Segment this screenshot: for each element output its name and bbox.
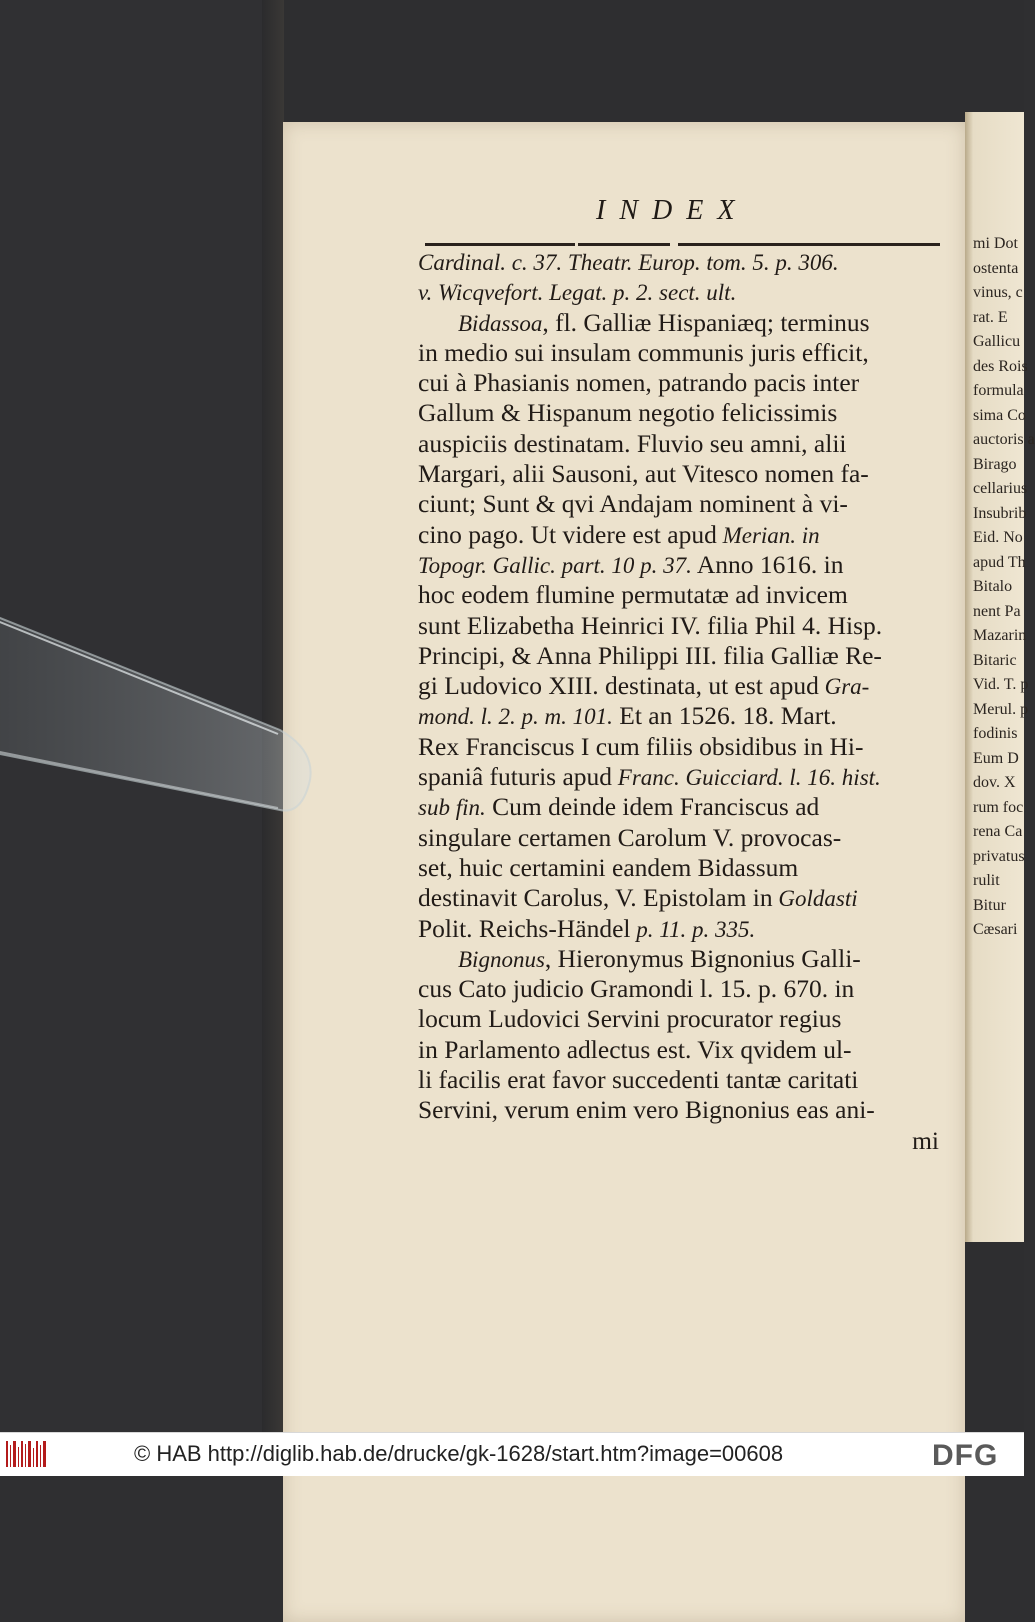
heading-rule-middle xyxy=(578,243,670,246)
adjacent-fragment: Vid. T. p xyxy=(973,676,1029,693)
dfg-logo: DFG xyxy=(932,1439,999,1472)
text-span: , Hieronymus Bignonius Galli- xyxy=(544,943,861,973)
text-span: Anno 1616. in xyxy=(691,549,844,579)
text-span: , fl. Galliæ Hispaniæq; terminus xyxy=(542,307,870,337)
italic-span: v. Wicqvefort. Legat. p. 2. sect. ult. xyxy=(418,280,737,306)
footer-bar xyxy=(0,1432,1024,1476)
text-line xyxy=(418,944,953,974)
adjacent-fragment: Merul. p xyxy=(973,700,1029,718)
page-heading: INDEX xyxy=(596,195,749,226)
text-line xyxy=(418,914,953,944)
text-line xyxy=(418,883,953,913)
adjacent-fragment: sima Co xyxy=(973,406,1026,424)
text-span: cino pago. Ut videre est apud xyxy=(418,519,717,549)
text-line xyxy=(418,792,953,822)
adjacent-fragment: Gallicu xyxy=(973,333,1021,350)
adjacent-fragment: Mazarin xyxy=(973,627,1027,644)
italic-span: mond. l. 2. p. m. 101. xyxy=(418,704,613,730)
text-span: gi Ludovico XIII. destinata, ut est apud xyxy=(418,671,819,701)
italic-span: Bidassoa xyxy=(458,310,543,336)
text-span: li facilis erat favor succedenti tantæ caritati xyxy=(418,1065,859,1095)
text-span: cui à Phasianis nomen, patrando pacis inter xyxy=(418,368,860,398)
text-span: locum Ludovici Servini procurator regius xyxy=(418,1004,842,1034)
adjacent-fragment: auctoris a xyxy=(973,431,1035,448)
text-line xyxy=(418,732,953,762)
adjacent-fragment: rum foc xyxy=(973,798,1024,816)
text-line xyxy=(418,1035,953,1065)
adjacent-fragment: rulit xyxy=(973,872,1000,889)
text-line xyxy=(418,338,953,368)
adjacent-fragment: Bitalo xyxy=(973,578,1013,595)
italic-span: Franc. Guicciard. l. 16. hist. xyxy=(612,765,881,791)
italic-span: Bignonus xyxy=(458,946,545,972)
text-line xyxy=(418,1095,953,1125)
adjacent-page-text xyxy=(973,232,1033,943)
text-line xyxy=(418,580,953,610)
adjacent-fragment: fodinis xyxy=(973,725,1018,742)
heading-rule-left xyxy=(425,243,575,246)
text-line xyxy=(418,459,953,489)
adjacent-fragment: Insubrib xyxy=(973,504,1027,522)
text-line xyxy=(418,853,953,883)
text-line xyxy=(418,611,953,641)
text-line xyxy=(418,671,953,701)
text-line xyxy=(418,247,953,277)
adjacent-fragment: Eum D xyxy=(973,749,1019,767)
adjacent-fragment: ostenta xyxy=(973,259,1019,277)
adjacent-fragment: formula xyxy=(973,382,1024,399)
text-span: sunt Elizabetha Heinrici IV. filia Phil 4. Hisp. xyxy=(418,610,883,640)
text-line xyxy=(418,277,953,307)
adjacent-fragment: rena Ca xyxy=(973,823,1023,840)
text-span: hoc eodem flumine permutatæ ad invicem xyxy=(418,580,848,610)
adjacent-fragment: Cæsari xyxy=(973,921,1018,938)
adjacent-fragment: Eid. No xyxy=(973,529,1023,546)
text-span: mi xyxy=(912,1125,939,1155)
adjacent-fragment: nent Pa xyxy=(973,602,1021,620)
text-line xyxy=(418,398,953,428)
italic-span: p. 11. p. 335. xyxy=(630,916,756,942)
text-span: Servini, verum enim vero Bignonius eas ani- xyxy=(418,1095,875,1125)
text-span: Et an 1526. 18. Mart. xyxy=(612,701,837,731)
adjacent-page-edge xyxy=(965,112,1035,1242)
text-line xyxy=(418,520,953,550)
adjacent-fragment: rat. E xyxy=(973,308,1008,326)
text-line xyxy=(418,1126,953,1156)
text-line xyxy=(418,701,953,731)
text-line xyxy=(418,641,953,671)
text-line xyxy=(418,550,953,580)
text-line xyxy=(418,762,953,792)
adjacent-fragment: vinus, c xyxy=(973,284,1023,301)
barcode-icon xyxy=(6,1439,46,1469)
text-span: singulare certamen Carolum V. provocas- xyxy=(418,822,842,852)
text-line xyxy=(418,1004,953,1034)
footer-credit: © HAB http://diglib.hab.de/drucke/gk-1628/start.htm?image=00608 xyxy=(134,1441,784,1466)
text-span: spaniâ futuris apud xyxy=(418,762,613,792)
index-text xyxy=(418,247,953,1156)
text-line xyxy=(418,823,953,853)
adjacent-fragment: dov. X xyxy=(973,774,1016,791)
adjacent-fragment: cellarius xyxy=(973,480,1028,497)
text-line xyxy=(418,489,953,519)
italic-span: Gra- xyxy=(818,674,870,700)
adjacent-fragment: Birago xyxy=(973,455,1017,473)
text-span: auspiciis destinatam. Fluvio seu amni, alii xyxy=(418,428,847,458)
text-span: destinavit Carolus, V. Epistolam in xyxy=(418,883,773,913)
heading-rule-right xyxy=(678,243,940,246)
text-line xyxy=(418,1065,953,1095)
text-span: Principi, & Anna Philippi III. filia Galliæ Re- xyxy=(418,640,882,670)
italic-span: Topogr. Gallic. part. 10 p. 37. xyxy=(418,552,692,578)
adjacent-fragment: Bitaric xyxy=(973,651,1017,669)
text-span: Polit. Reichs-Händel xyxy=(418,913,631,943)
italic-span: Cardinal. c. 37. Theatr. Europ. tom. 5. p. 306. xyxy=(418,250,839,275)
text-span: in Parlamento adlectus est. Vix qvidem ul- xyxy=(418,1034,852,1064)
text-span: Rex Franciscus I cum filiis obsidibus in Hi- xyxy=(418,731,864,761)
adjacent-fragment: privatus xyxy=(973,847,1025,865)
text-span: cus Cato judicio Gramondi l. 15. p. 670. in xyxy=(418,974,855,1004)
adjacent-fragment: mi Dot xyxy=(973,235,1018,252)
text-line xyxy=(418,308,953,338)
adjacent-fragment: apud Th xyxy=(973,553,1026,571)
text-span: Cum deinde idem Franciscus ad xyxy=(485,792,820,822)
text-line xyxy=(418,429,953,459)
text-span: set, huic certamini eandem Bidassum xyxy=(418,852,799,882)
text-span: in medio sui insulam communis juris efficit, xyxy=(418,337,869,367)
italic-span: Merian. in xyxy=(716,522,820,548)
adjacent-fragment: Bitur xyxy=(973,896,1006,914)
glass-pointer-tool xyxy=(0,600,340,860)
adjacent-fragment: des Rois xyxy=(973,357,1028,375)
text-span: ciunt; Sunt & qvi Andajam nominent à vi- xyxy=(418,489,848,519)
italic-span: Goldasti xyxy=(772,886,858,912)
text-line xyxy=(418,974,953,1004)
italic-span: sub fin. xyxy=(418,795,486,821)
text-span: Gallum & Hispanum negotio felicissimis xyxy=(418,398,838,428)
text-line xyxy=(418,368,953,398)
text-span: Margari, alii Sausoni, aut Vitesco nomen fa- xyxy=(418,459,869,489)
